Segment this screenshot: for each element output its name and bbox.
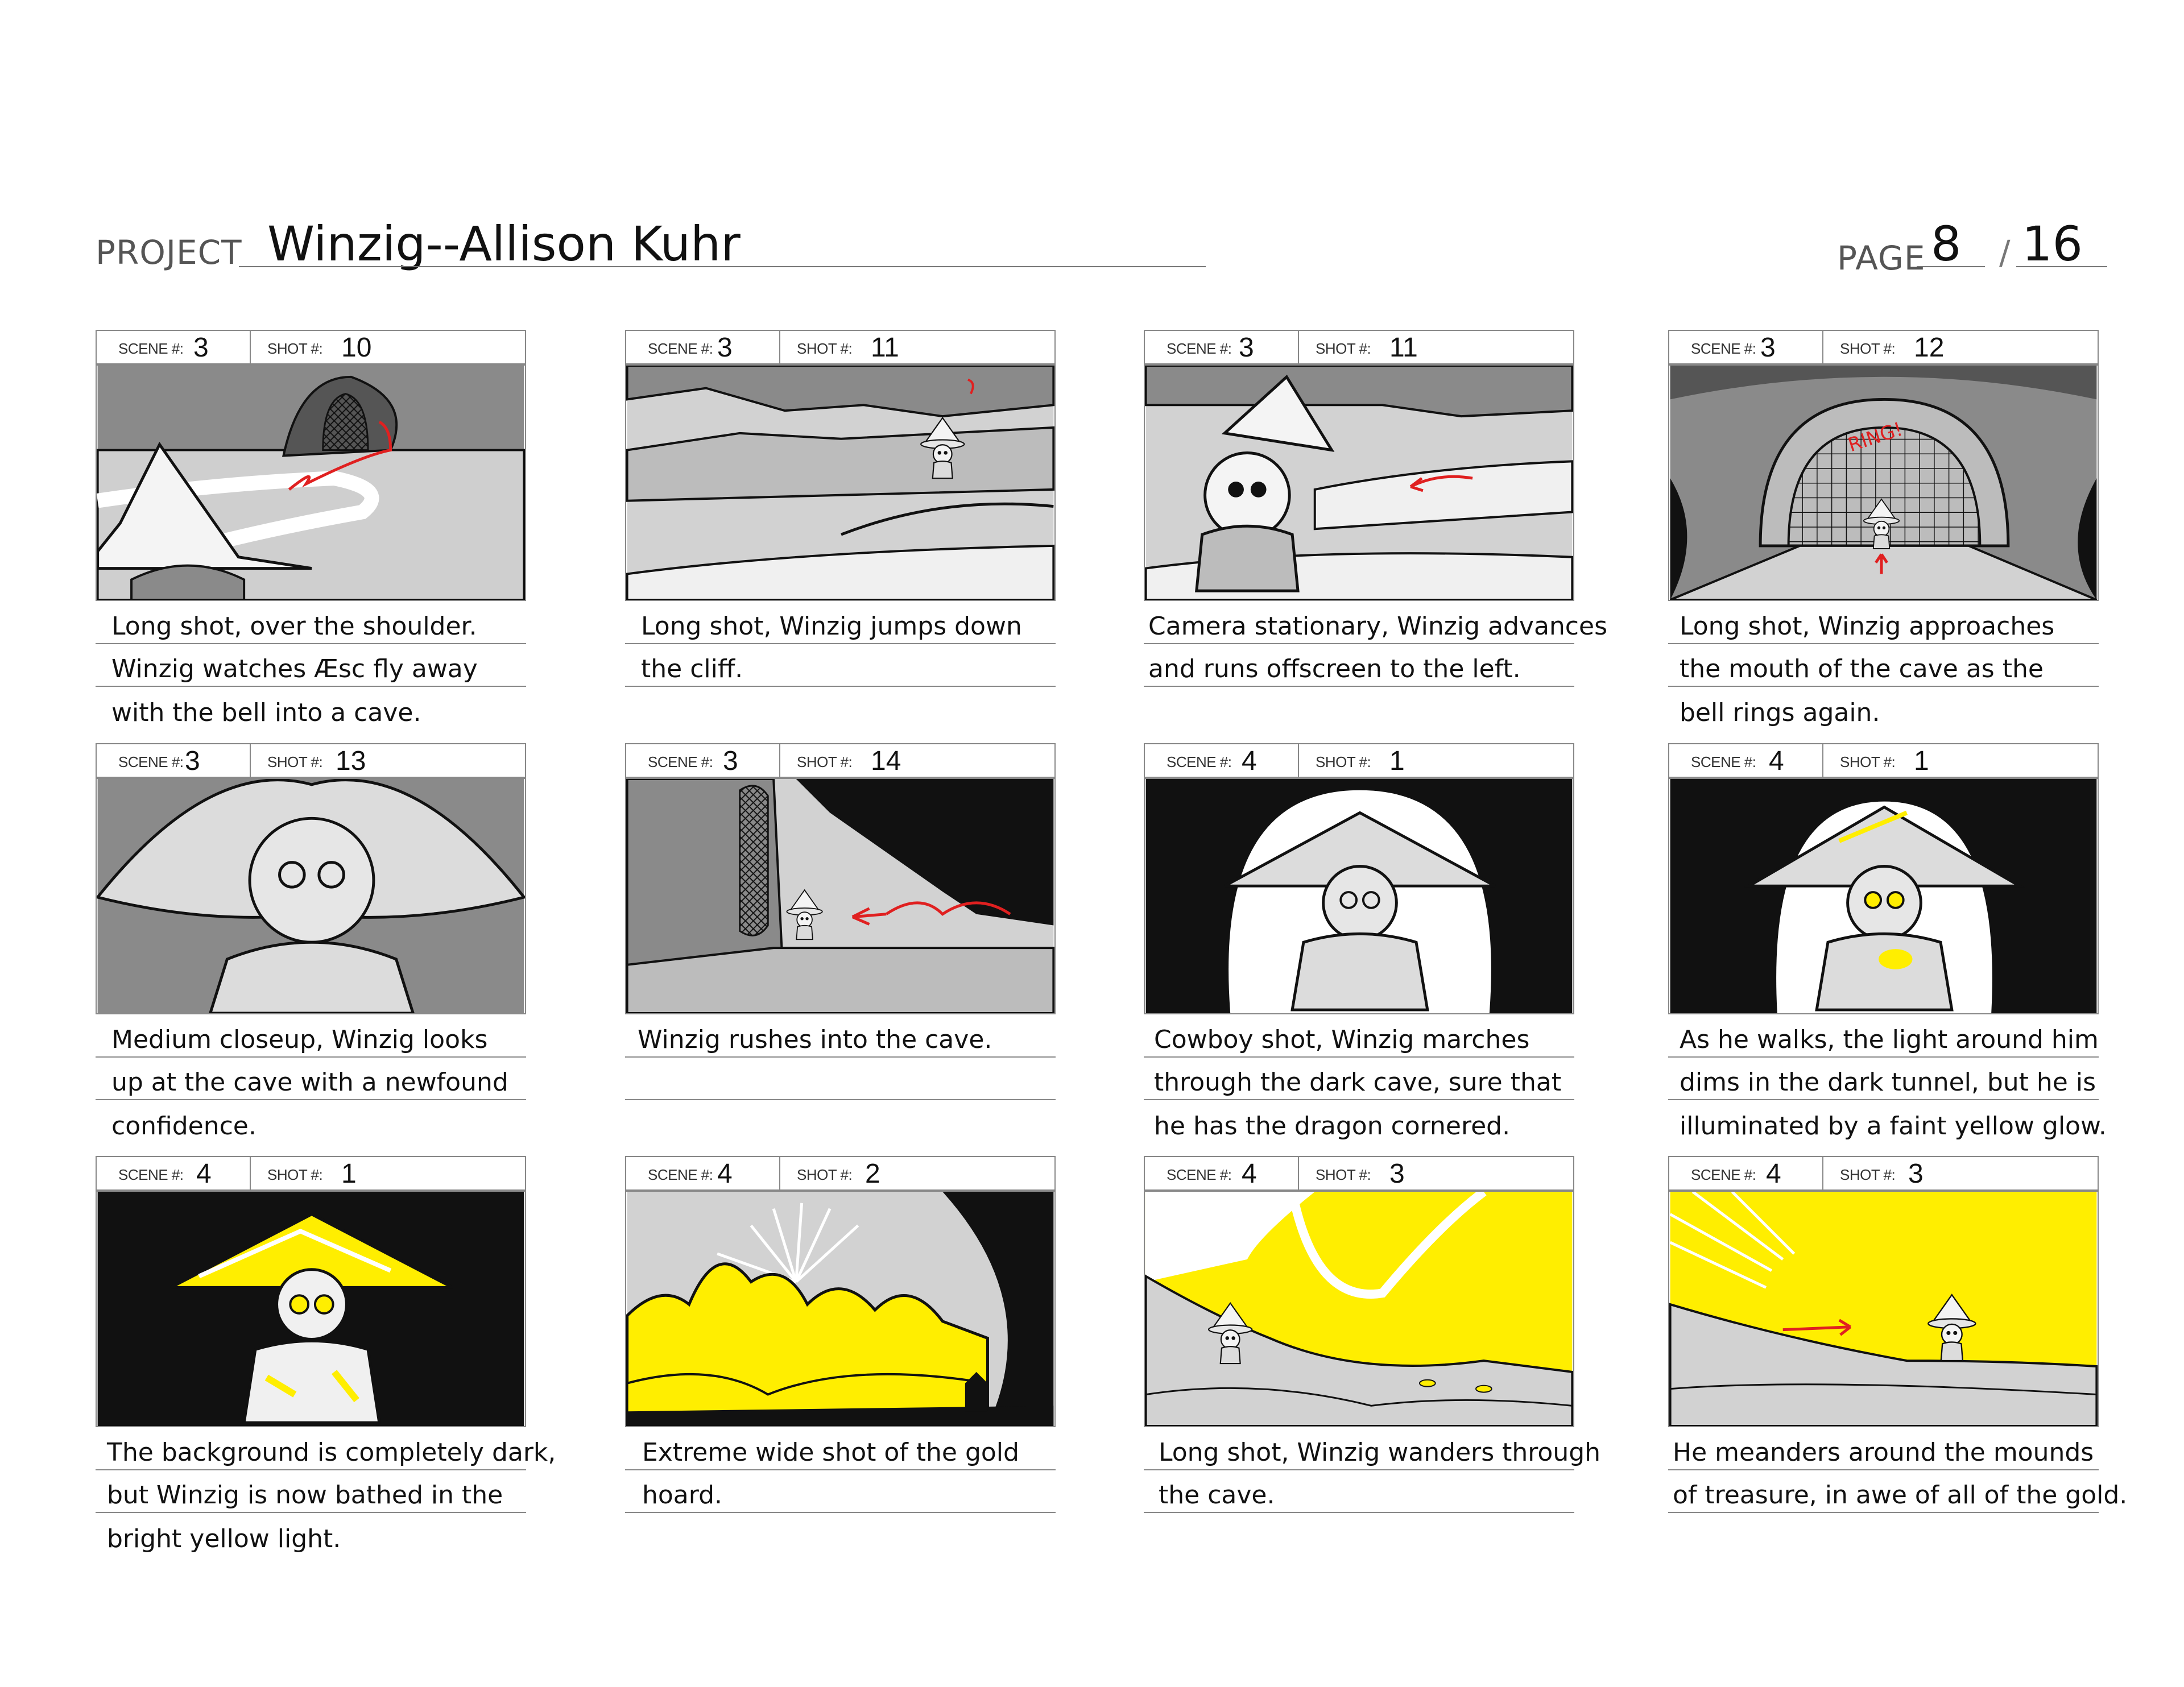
caption-line: Long shot, Winzig jumps down xyxy=(641,612,1022,641)
panel-frame xyxy=(96,364,526,601)
panel-header xyxy=(1144,1156,1574,1191)
caption-line: bright yellow light. xyxy=(107,1524,341,1553)
scene-field-label: SCENE #: xyxy=(118,340,184,357)
panel-caption xyxy=(625,1015,1056,1100)
panel-drawing xyxy=(1145,1192,1573,1426)
scene-field-label: SCENE #: xyxy=(1691,340,1756,357)
panel-drawing xyxy=(626,1192,1054,1426)
panel-frame xyxy=(1144,364,1574,601)
panel-header xyxy=(96,1156,526,1191)
shot-number: 1 xyxy=(1914,746,1929,776)
scene-field-label: SCENE #: xyxy=(648,753,713,770)
panel-caption xyxy=(96,1015,526,1143)
scene-field-label: SCENE #: xyxy=(1167,1166,1232,1183)
panel-drawing xyxy=(97,779,525,1013)
scene-number: 4 xyxy=(1242,746,1257,776)
scene-field-label: SCENE #: xyxy=(1691,753,1756,770)
panel-header xyxy=(625,330,1056,364)
scene-field-label: SCENE #: xyxy=(118,1166,184,1183)
caption-line: He meanders around the mounds xyxy=(1673,1438,2094,1467)
caption-line: the mouth of the cave as the xyxy=(1680,654,2044,683)
scene-number: 4 xyxy=(1242,1159,1257,1189)
shot-field-label: SHOT #: xyxy=(1840,1166,1896,1183)
project-label: PROJECT xyxy=(96,233,242,272)
panel-drawing xyxy=(1669,366,2098,600)
shot-field-label: SHOT #: xyxy=(267,340,323,357)
caption-line: dims in the dark tunnel, but he is xyxy=(1680,1068,2096,1097)
scene-field-label: SCENE #: xyxy=(118,753,184,770)
scene-number: 4 xyxy=(196,1159,212,1189)
scene-field-label: SCENE #: xyxy=(1167,340,1232,357)
panel-caption xyxy=(96,602,526,729)
panel-frame xyxy=(1668,778,2099,1014)
shot-number: 3 xyxy=(1389,1159,1405,1189)
panel-header xyxy=(1668,1156,2099,1191)
scene-number: 3 xyxy=(1760,333,1776,363)
caption-line: the cave. xyxy=(1159,1481,1275,1510)
scene-number: 4 xyxy=(717,1159,733,1189)
shot-field-label: SHOT #: xyxy=(1316,340,1371,357)
shot-number: 3 xyxy=(1908,1159,1924,1189)
caption-line: illuminated by a faint yellow glow. xyxy=(1680,1112,2107,1141)
page-number: 8 xyxy=(1931,216,1962,272)
caption-line: bell rings again. xyxy=(1680,698,1880,727)
drawn-ring-text: RING! xyxy=(1845,417,1905,457)
caption-line: through the dark cave, sure that xyxy=(1154,1068,1562,1097)
scene-field-label: SCENE #: xyxy=(648,1166,713,1183)
caption-line: up at the cave with a newfound xyxy=(111,1068,508,1097)
panel-caption xyxy=(1668,1015,2107,1143)
panel-frame xyxy=(1668,364,2099,601)
caption-line: of treasure, in awe of all of the gold. xyxy=(1673,1481,2128,1510)
project-underline xyxy=(239,266,1206,267)
panel-caption xyxy=(1144,602,1607,687)
panel-frame xyxy=(1668,1191,2099,1427)
panel-frame xyxy=(1144,1191,1574,1427)
panel-drawing xyxy=(1145,779,1573,1013)
panel-frame xyxy=(625,778,1056,1014)
panel-frame xyxy=(96,1191,526,1427)
caption-line: Cowboy shot, Winzig marches xyxy=(1154,1025,1530,1054)
shot-field-label: SHOT #: xyxy=(1840,753,1896,770)
caption-line: but Winzig is now bathed in the xyxy=(107,1481,503,1510)
caption-line: As he walks, the light around him xyxy=(1680,1025,2099,1054)
panel-drawing xyxy=(626,366,1054,600)
shot-number: 14 xyxy=(871,746,901,776)
shot-number: 11 xyxy=(871,333,899,363)
scene-number: 4 xyxy=(1769,746,1784,776)
shot-number: 12 xyxy=(1914,333,1945,363)
panel-frame xyxy=(96,778,526,1014)
caption-line: the cliff. xyxy=(641,654,743,683)
panel-drawing xyxy=(97,1192,525,1426)
scene-number: 3 xyxy=(717,333,733,363)
shot-field-label: SHOT #: xyxy=(797,753,853,770)
caption-line: Long shot, over the shoulder. xyxy=(111,612,477,641)
panel-caption xyxy=(625,1428,1056,1513)
shot-field-label: SHOT #: xyxy=(1316,753,1371,770)
panel-drawing xyxy=(1145,366,1573,600)
scene-number: 3 xyxy=(193,333,209,363)
panel-drawing xyxy=(97,366,525,600)
panel-caption xyxy=(625,602,1056,687)
caption-line: hoard. xyxy=(642,1481,723,1510)
panel-header xyxy=(1668,743,2099,778)
caption-line: Camera stationary, Winzig advances xyxy=(1148,612,1607,641)
scene-field-label: SCENE #: xyxy=(1691,1166,1756,1183)
caption-line: The background is completely dark, xyxy=(107,1438,556,1467)
scene-field-label: SCENE #: xyxy=(648,340,713,357)
panel-drawing xyxy=(1669,1192,2098,1426)
panel-caption xyxy=(1668,602,2099,729)
panel-caption xyxy=(1144,1015,1574,1143)
panel-header xyxy=(625,743,1056,778)
shot-number: 1 xyxy=(1389,746,1405,776)
shot-field-label: SHOT #: xyxy=(267,1166,323,1183)
shot-number: 1 xyxy=(341,1159,357,1189)
caption-line: Long shot, Winzig wanders through xyxy=(1159,1438,1601,1467)
caption-line: Long shot, Winzig approaches xyxy=(1680,612,2055,641)
scene-number: 3 xyxy=(185,746,200,776)
caption-line: Winzig rushes into the cave. xyxy=(638,1025,992,1054)
shot-field-label: SHOT #: xyxy=(267,753,323,770)
scene-field-label: SCENE #: xyxy=(1167,753,1232,770)
panel-frame xyxy=(1144,778,1574,1014)
shot-number: 11 xyxy=(1389,333,1418,363)
shot-number: 13 xyxy=(336,746,366,776)
panel-header xyxy=(96,743,526,778)
page-number-underline xyxy=(1917,266,1985,267)
caption-line: Medium closeup, Winzig looks xyxy=(111,1025,488,1054)
panel-header xyxy=(96,330,526,364)
shot-field-label: SHOT #: xyxy=(797,340,853,357)
panel-drawing xyxy=(626,779,1054,1013)
shot-field-label: SHOT #: xyxy=(1840,340,1896,357)
caption-line: Extreme wide shot of the gold xyxy=(642,1438,1019,1467)
panel-caption xyxy=(1144,1428,1601,1513)
shot-field-label: SHOT #: xyxy=(797,1166,853,1183)
panel-frame xyxy=(625,1191,1056,1427)
page-total-underline xyxy=(2016,266,2107,267)
shot-number: 10 xyxy=(341,333,372,363)
panel-header xyxy=(1144,743,1574,778)
caption-line: he has the dragon cornered. xyxy=(1154,1112,1511,1141)
panel-header xyxy=(1668,330,2099,364)
page-label: PAGE xyxy=(1837,239,1926,277)
caption-line: Winzig watches Æsc fly away xyxy=(111,654,478,683)
page-total: 16 xyxy=(2022,216,2083,272)
panel-frame xyxy=(625,364,1056,601)
caption-line: confidence. xyxy=(111,1112,257,1141)
panel-caption xyxy=(96,1428,556,1556)
panel-drawing xyxy=(1669,779,2098,1013)
project-name: Winzig--Allison Kuhr xyxy=(267,216,741,272)
scene-number: 3 xyxy=(723,746,738,776)
caption-line: with the bell into a cave. xyxy=(111,698,421,727)
scene-number: 3 xyxy=(1239,333,1254,363)
page-slash: / xyxy=(1999,233,2011,272)
caption-line: and runs offscreen to the left. xyxy=(1148,654,1521,683)
scene-number: 4 xyxy=(1766,1159,1781,1189)
shot-field-label: SHOT #: xyxy=(1316,1166,1371,1183)
shot-number: 2 xyxy=(865,1159,880,1189)
panel-header xyxy=(1144,330,1574,364)
panel-header xyxy=(625,1156,1056,1191)
panel-caption xyxy=(1668,1428,2128,1513)
